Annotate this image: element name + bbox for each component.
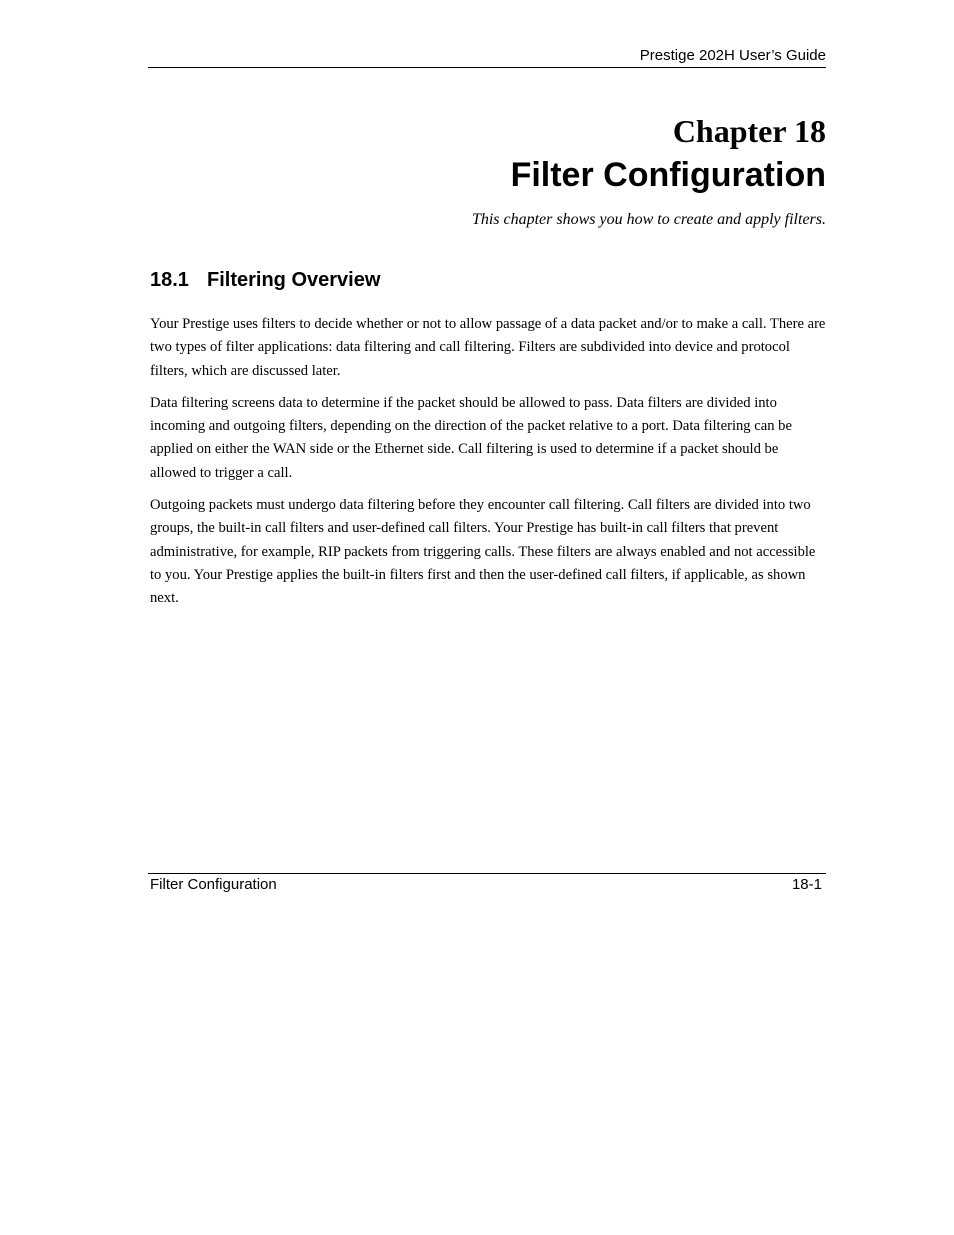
running-header — [148, 46, 826, 68]
running-header-title: Prestige 202H User’s Guide — [639, 47, 826, 64]
page-number: 18-1 — [791, 876, 822, 893]
chapter-heading-block — [148, 111, 826, 231]
section-heading — [150, 266, 380, 294]
section-body — [150, 313, 826, 620]
running-footer — [148, 873, 826, 895]
chapter-title: Filter Configuration — [510, 156, 826, 194]
section-title: Filtering Overview — [207, 269, 381, 291]
footer-title: Filter Configuration — [150, 876, 277, 893]
chapter-number: Chapter 18 — [672, 113, 826, 149]
section-number: 18.1 — [150, 269, 189, 291]
body-paragraph: Your Prestige uses filters to decide whether or not to allow passage of a data packet and/or to make a call. There are two types of filter applications: data filtering and call filtering. Filters are subdivided into device and protocol filters, which are discussed later. — [150, 316, 826, 379]
body-paragraph: Outgoing packets must undergo data filtering before they encounter call filtering. Call filters are divided into two groups, the built-in call filters and user-defined call filters. Your Prestige has built-in call filters that prevent administrative, for example, RIP packets from triggering calls. These filters are always enabled and not accessible to you. Your Prestige applies the built-in filters first and then the user-defined call filters, if applicable, as shown next. — [150, 497, 816, 607]
chapter-intro: This chapter shows you how to create and apply filters. — [471, 211, 826, 228]
body-paragraph: Data filtering screens data to determine if the packet should be allowed to pass. Data filters are divided into incoming and outgoing filters, depending on the direction of the packet relative to a port. Data filtering can be applied on either the WAN side or the Ethernet side. Call filtering is used to determine if a packet should be allowed to trigger a call. — [150, 394, 792, 481]
